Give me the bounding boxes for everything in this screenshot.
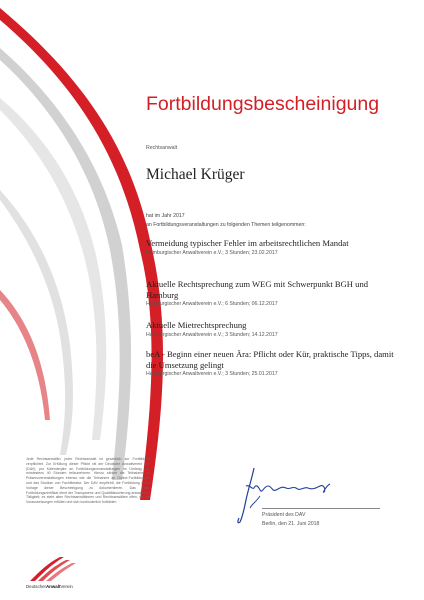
- president-signature: [232, 456, 380, 526]
- course-item: [146, 279, 396, 307]
- course-title: Vermeidung typischer Fehler im arbeitsrechtlichen Mandat: [146, 238, 349, 248]
- course-meta: Hamburgischer Anwaltverein e.V.; 6 Stunden; 06.12.2017: [146, 301, 278, 307]
- signature-place-date: Berlin, den 21. Juni 2018: [262, 521, 320, 527]
- intro-text: [146, 212, 306, 230]
- recipient-role: Rechtsanwalt: [146, 145, 178, 151]
- dav-logo-icon: [26, 555, 86, 583]
- logo-text-part: Deutscher: [26, 584, 47, 589]
- recipient-name: Michael Krüger: [146, 166, 245, 183]
- logo-text-part: Verein: [60, 584, 73, 589]
- logo-text-bold-part: Anwalt: [46, 584, 61, 589]
- dav-logo-text: [26, 584, 73, 589]
- course-meta: Hamburgischer Anwaltverein e.V.; 3 Stunden; 25.01.2017: [146, 371, 278, 377]
- course-item: [146, 238, 396, 256]
- course-meta: Hamburgischer Anwaltverein e.V.; 3 Stunden; 23.02.2017: [146, 249, 278, 256]
- course-title: Aktuelle Mietrechtsprechung: [146, 320, 247, 330]
- course-item: [146, 349, 396, 377]
- signature-line: [262, 508, 380, 509]
- signature-caption: Präsident des DAV: [262, 512, 306, 518]
- course-item: [146, 320, 396, 338]
- course-meta: Hamburgischer Anwaltverein e.V.; 3 Stunden; 14.12.2017: [146, 331, 278, 338]
- course-title: beA - Beginn einer neuen Ära: Pflicht oder Kür, praktische Tipps, damit die Umsetzung gelingt: [146, 349, 394, 370]
- intro-line-topics: an Fortbildungsveranstaltungen zu folgenden Themen teilgenommen:: [146, 222, 306, 228]
- certificate-title: Fortbildungsbescheinigung: [146, 93, 380, 115]
- intro-line-year: hat im Jahr 2017: [146, 213, 185, 219]
- footnote-text: Jede Rechtsanwältin, jeder Rechtsanwalt ist gesetzlich zur Fortbildung verpflichtet. Zur Erfüllung dieser Pflicht rät der Deutsche Anwaltverein e.V. (DAV), pro Kalenderjahr an Fortbildungsveranstaltungen im Umfang von mindestens 40 Stunden teilzunehmen. Hierzu zählen die Teilnahme an Präsenzveranstaltungen ebenso wie die Teilnahme an Online-Fortbildungen und das Studium von Fachliteratur. Der DAV empfiehlt, die Fortbildung durch Vorlage dieser Bescheinigung zu dokumentieren. Das DAV-Fortbildungszertifikat dient der Transparenz und Qualitätssicherung anwaltlicher Tätigkeit; es steht allen Rechtsanwältinnen und Rechtsanwälten offen, die die Voraussetzungen erfüllen und sich kontinuierlich fortbilden.: [26, 457, 150, 505]
- course-title: Aktuelle Rechtsprechung zum WEG mit Schwerpunkt BGH und Hamburg: [146, 279, 369, 300]
